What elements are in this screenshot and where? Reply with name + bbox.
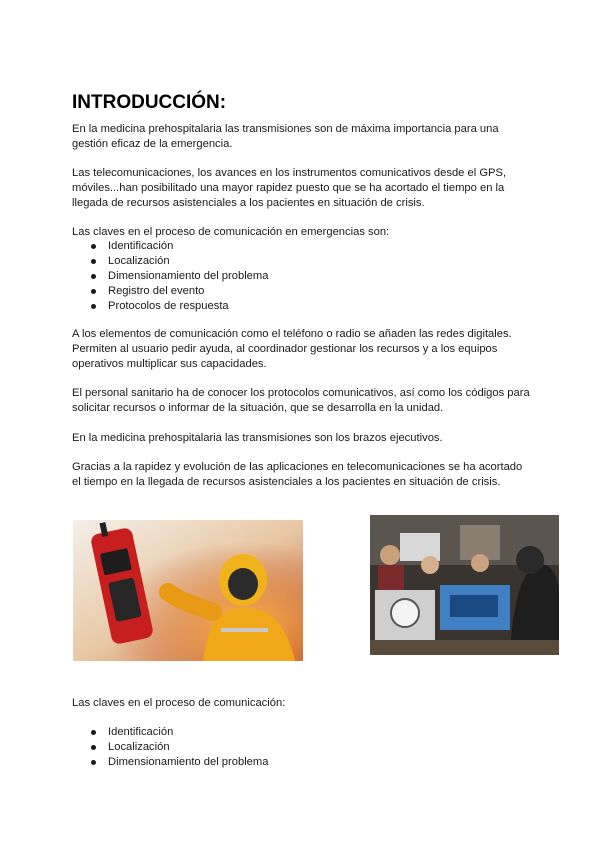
bullet-list-claves-2 [72, 725, 268, 770]
paragraph-claves-heading: Las claves en el proceso de comunicación en emergencias son: [72, 226, 390, 238]
list-item: Localización [72, 254, 268, 269]
bullet-icon [91, 730, 96, 735]
list-item: Localización [72, 740, 268, 755]
bullet-icon [91, 289, 96, 294]
firefighter-radio-photo [73, 520, 303, 661]
radio-operator-illustration [370, 515, 559, 655]
list-item: Registro del evento [72, 284, 268, 299]
list-item: Identificación [72, 239, 268, 254]
paragraph-rapidez: Gracias a la rapidez y evolución de las aplicaciones en telecomunicaciones se ha acortado el tiempo en la llegada de recursos asistenciales a los pacientes en situación de crisis. [72, 461, 523, 488]
bullet-icon [91, 259, 96, 264]
paragraph-digital: A los elementos de comunicación como el teléfono o radio se añaden las redes digitales. Permiten al usuario pedir ayuda, al coordinador gestionar los recursos y a los equipos operativos multiplicar sus capacidades. [72, 328, 512, 370]
paragraph-intro: En la medicina prehospitalaria las transmisiones son de máxima importancia para una gestión eficaz de la emergencia. [72, 123, 499, 150]
bullet-list-claves [72, 239, 268, 314]
paragraph-claves-heading-2: Las claves en el proceso de comunicación: [72, 697, 286, 709]
paragraph-telecom: Las telecomunicaciones, los avances en los instrumentos comunicativos desde el GPS, móviles...han posibilitado una mayor rapidez puesto que se ha acortado el tiempo en la llegada de recursos asistenciales a los pacientes en situación de crisis. [72, 167, 507, 209]
paragraph-protocolos: El personal sanitario ha de conocer los protocolos comunicativos, así como los códigos para solicitar recursos o informar de la situación, que se desarrolla en la unidad. [72, 387, 530, 414]
list-item: Identificación [72, 725, 268, 740]
list-item: Protocolos de respuesta [72, 299, 268, 314]
bullet-icon [91, 304, 96, 309]
radio-operator-photo [370, 515, 559, 655]
page-title: INTRODUCCIÓN: [72, 92, 227, 113]
list-item: Dimensionamiento del problema [72, 755, 268, 770]
list-item: Dimensionamiento del problema [72, 269, 268, 284]
firefighter-radio-illustration [73, 520, 303, 661]
bullet-icon [91, 745, 96, 750]
paragraph-brazos: En la medicina prehospitalaria las transmisiones son los brazos ejecutivos. [72, 432, 443, 444]
bullet-icon [91, 274, 96, 279]
bullet-icon [91, 760, 96, 765]
bullet-icon [91, 244, 96, 249]
